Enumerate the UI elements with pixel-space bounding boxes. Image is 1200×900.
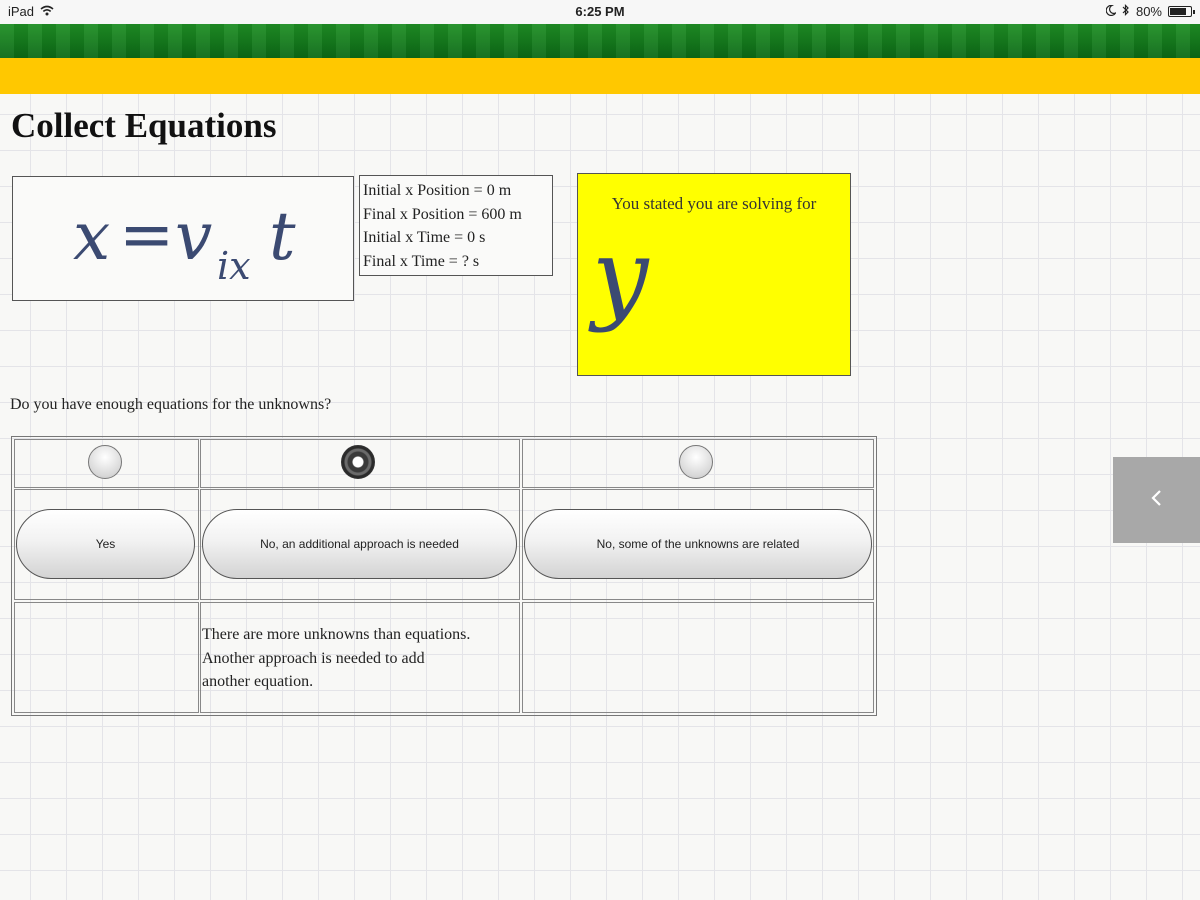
equation-lhs: x: [73, 198, 111, 275]
solving-for-variable: y: [592, 217, 649, 334]
equation-subscript: ix: [217, 244, 251, 288]
solving-for-text: You stated you are solving for: [611, 194, 817, 213]
yes-button[interactable]: Yes: [16, 509, 195, 579]
page-title: Collect Equations: [11, 106, 277, 145]
moon-icon: [1106, 4, 1116, 19]
equation-display: [13, 177, 355, 302]
battery-fill: [1170, 8, 1186, 15]
table-cell: [14, 602, 199, 713]
known-item: Final x Position = 600 m: [363, 205, 522, 223]
feedback-line: another equation.: [202, 673, 314, 690]
status-bar: [0, 0, 1200, 24]
feedback-line: There are more unknowns than equations.: [202, 626, 471, 643]
header-yellow-band: [0, 58, 1200, 94]
battery-icon: [1168, 6, 1192, 17]
device-name: iPad: [8, 4, 35, 19]
status-right: [1106, 4, 1192, 19]
equation-velocity: v: [175, 198, 213, 275]
known-item: Initial x Time = 0 s: [363, 229, 486, 246]
unknowns-related-button[interactable]: No, some of the unknowns are related: [524, 509, 872, 579]
header-green-band: [0, 24, 1200, 58]
feedback-line: Another approach is needed to add: [202, 649, 425, 667]
radio-yes[interactable]: [88, 445, 122, 479]
status-time: 6:25 PM: [575, 4, 625, 19]
knowns-box: [359, 175, 553, 276]
known-item: Initial x Position = 0 m: [363, 182, 512, 199]
bluetooth-icon: [1122, 4, 1130, 19]
radio-additional-approach[interactable]: [341, 445, 375, 479]
chevron-left-icon: [1150, 488, 1164, 513]
battery-percent: 80%: [1135, 4, 1162, 19]
radio-unknowns-related[interactable]: [679, 445, 713, 479]
equation-equals: =: [119, 196, 175, 273]
table-cell: [522, 602, 874, 713]
solving-for-box: [577, 173, 851, 376]
feedback-text: [202, 623, 520, 694]
known-item: Final x Time = ? s: [363, 252, 480, 270]
equation-box: [12, 176, 354, 301]
additional-approach-button[interactable]: No, an additional approach is needed: [202, 509, 517, 579]
equation-time: t: [269, 198, 296, 275]
question-text: Do you have enough equations for the unknowns?: [10, 396, 332, 413]
side-panel-toggle[interactable]: [1113, 457, 1200, 543]
